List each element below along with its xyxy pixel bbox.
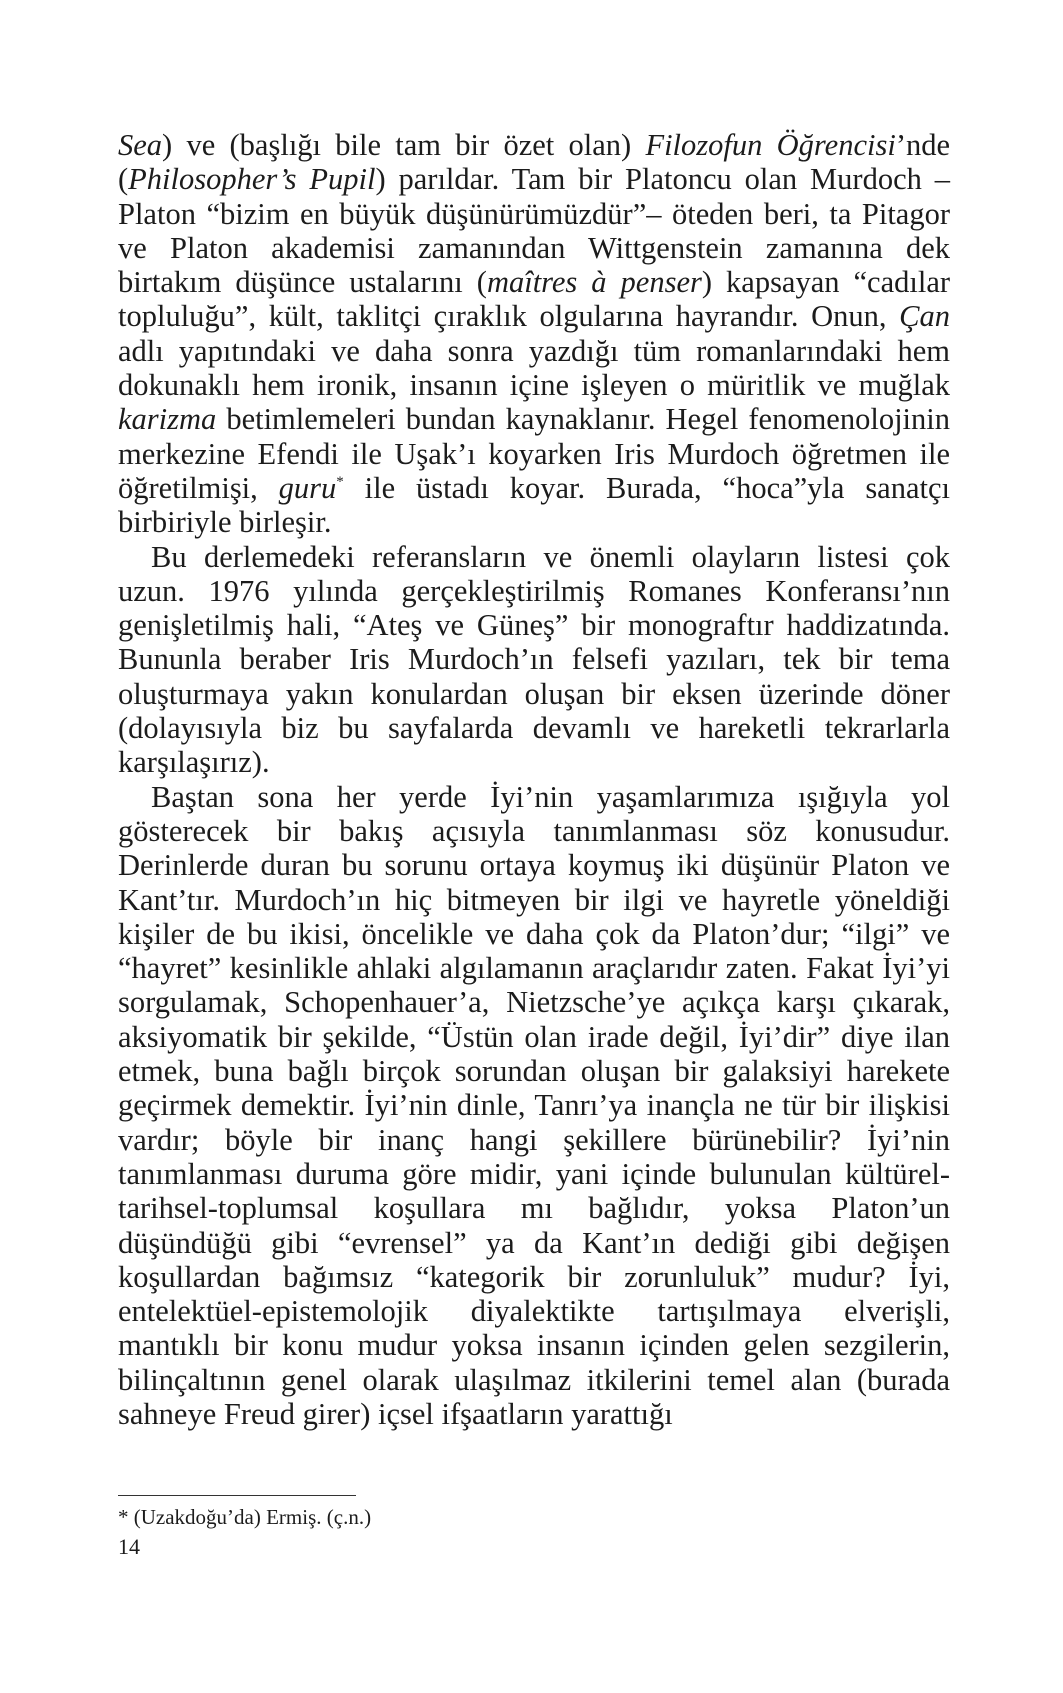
text-run: betimlemeleri bundan kaynaklanır. Hegel fenomenolojinin merkezine Efendi ile Uşak’ı koyarken Iris Murdoch öğretmen ile öğretilmişi, (118, 402, 950, 505)
text-run: ) ve (başlığı bile tam bir özet olan) (162, 128, 646, 162)
footnote-marker: * (118, 1505, 129, 1529)
italic-title-philosophers-pupil: Philosopher’s Pupil (128, 162, 376, 197)
italic-title-can: Çan (899, 299, 950, 334)
text-run: ile üstadı koyar. Burada, “hoca”yla sanatçı birbiriyle birleşir. (118, 470, 950, 540)
footnote-marker: * (336, 473, 344, 490)
text-run: ’nde ( (118, 128, 951, 197)
footnote (118, 1504, 371, 1530)
italic-title-filozofun-ogrencisi: Filozofun Öğrencisi (645, 128, 896, 162)
text-run: ) kapsayan “cadılar topluluğu”, kült, taklitçi çıraklık olgularına hayrandır. Onun, (118, 265, 951, 334)
paragraph-3: Baştan sona her yerde İyi’nin yaşamlarımıza ışığıyla yol gösterecek bir bakış açısıyla tanımlanması söz konusudur. Derinlerde duran bu sorunu ortaya koymuş iki düşünür Platon ve Kant’tır. Murdoch’ın hiç bitmeyen bir ilgi ve hayretle yöneldiği kişiler de bu ikisi, öncelikle ve daha çok da Platon’dur; “ilgi” ve “hayret” kesinlikle ahlaki algılamanın araçlarıdır zaten. Fakat İyi’yi sorgulamak, Schopenhauer’a, Nietzsche’ye açıkça karşı çıkarak, aksiyomatik bir şekilde, “Üstün olan irade değil, İyi’dir” diye ilan etmek, buna bağlı birçok sorundan oluşan bir galaksiyi harekete geçirmek demektir. İyi’nin dinle, Tanrı’ya inançla ne tür bir ilişkisi vardır; böyle bir inanç hangi şekillere bürünebilir? İyi’nin tanımlanması duruma göre midir, yani içinde bulunulan kültürel-tarihsel-toplumsal koşullara mı bağlıdır, yoksa Platon’un düşündüğü gibi “evrensel” ya da Kant’ın dediği gibi değişen koşullardan bağımsız “kategorik bir zorunluluk” mudur? İyi, entelektüel-epistemolojik diyalektikte tartışılmaya elverişli, mantıklı bir konu mudur yoksa insanın içinden gelen sezgilerin, bilinçaltının genel olarak ulaşılmaz itkilerini temel alan (burada sahneye Freud girer) içsel ifşaatların yarattığı (118, 779, 950, 1431)
body-text (118, 128, 950, 1431)
paragraph-2: Bu derlemedeki referansların ve önemli olayların listesi çok uzun. 1976 yılında gerçekleştirilmiş Romanes Konferansı’nın genişletilmiş hali, “Ateş ve Güneş” bir monograftır haddizatında. Bununla beraber Iris Murdoch’ın felsefi yazıları, tek bir tema oluşturmaya yakın konulardan oluşan bir eksen üzerinde döner (dolayısıyla biz bu sayfalarda devamlı ve hareketli tekrarlarla karşılaşırız). (118, 539, 950, 780)
text-run: adlı yapıtındaki ve daha sonra yazdığı tüm romanlarındaki hem dokunaklı hem ironik, insanın içine işleyen o müritlik ve muğlak (118, 333, 950, 403)
italic-term-karizma: karizma (118, 402, 217, 437)
paragraph-1 (118, 128, 950, 540)
page-number: 14 (118, 1534, 140, 1559)
italic-term-guru: guru (278, 470, 337, 505)
footnote-rule (118, 1495, 356, 1496)
text-run: ) parıldar. Tam bir Platoncu olan Murdoch –Platon “bizim en büyük düşünürümüzdür”– öteden beri, ta Pitagor ve Platon akademisi zamanından Wittgenstein zamanına dek birtakım düşünce ustalarını ( (118, 162, 950, 300)
italic-term-maitres-a-penser: maîtres à penser (486, 265, 702, 300)
italic-title-sea: Sea (118, 128, 163, 162)
footnote-text: (Uzakdoğu’da) Ermiş. (ç.n.) (128, 1505, 372, 1529)
